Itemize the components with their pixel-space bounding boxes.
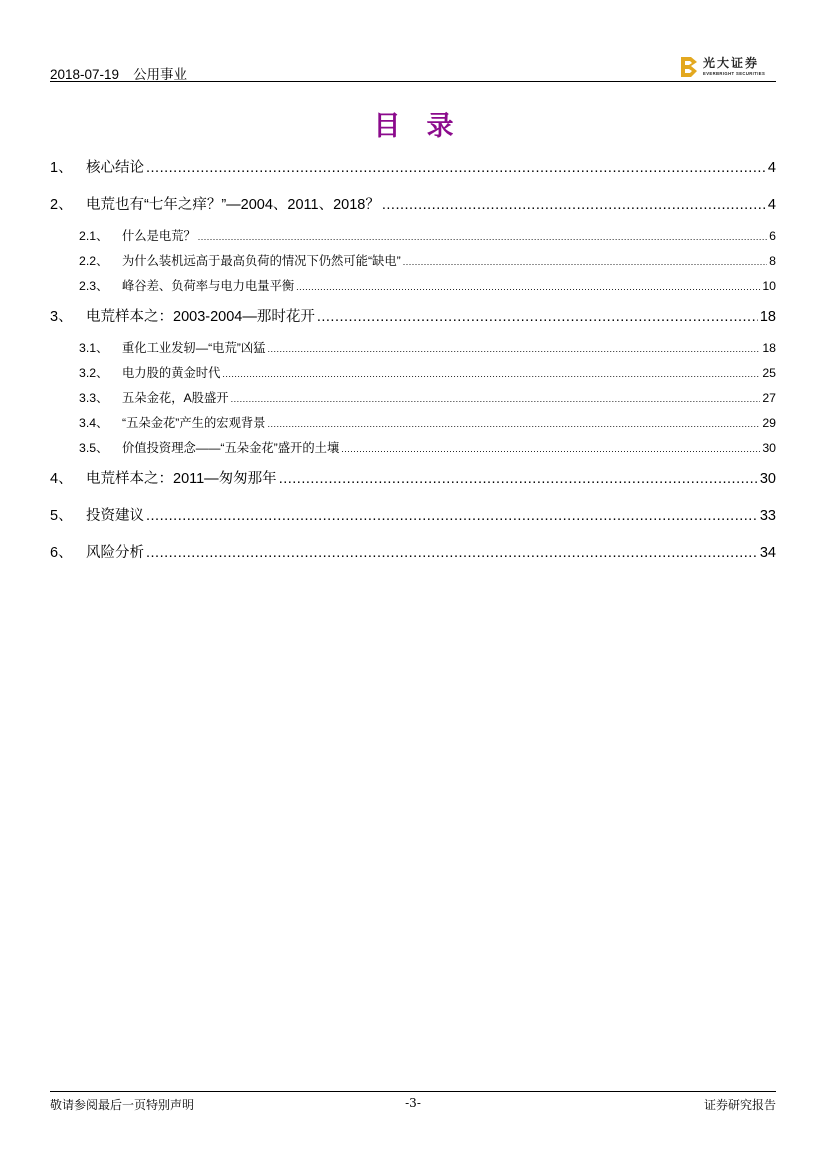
- toc-entry-title: 什么是电荒？: [122, 229, 196, 243]
- toc-entry-title: 电荒样本之：2011—匆匆那年: [86, 471, 277, 487]
- toc-entry-title: 风险分析: [86, 545, 144, 561]
- toc-entry-page: 29: [762, 416, 776, 430]
- toc-entry-page: 6: [769, 229, 776, 243]
- toc-subentry[interactable]: [50, 336, 776, 361]
- toc-entry-title: 价值投资理念——“五朵金花”盛开的土壤: [122, 441, 340, 455]
- toc-entry-title: “五朵金花”产生的宏观背景: [122, 416, 266, 430]
- toc-entry-title: 重化工业发轫—“电荒”凶猛: [122, 341, 266, 355]
- toc-dot-leader: [146, 498, 758, 535]
- page-number: -3-: [405, 1096, 421, 1110]
- toc-entry-number: 2、: [50, 197, 73, 213]
- everbright-logo: [680, 54, 776, 80]
- toc-entry-title: 核心结论: [86, 160, 144, 176]
- toc-entry-number: 3.3、: [79, 391, 109, 405]
- toc-entry[interactable]: [50, 498, 776, 535]
- toc-dot-leader: [222, 361, 760, 387]
- report-type: 证券研究报告: [703, 1098, 776, 1112]
- toc-entry-title: 为什么装机远高于最高负荷的情况下仍然可能“缺电”: [122, 254, 401, 268]
- toc-entry-title: 投资建议: [86, 508, 144, 524]
- toc-heading: 目录: [373, 111, 480, 141]
- toc-entry-number: 3.4、: [79, 416, 109, 430]
- toc-entry[interactable]: [50, 150, 776, 187]
- toc-entry-page: 30: [762, 441, 776, 455]
- toc-entry-title: 电荒样本之：2003-2004—那时花开: [86, 309, 315, 325]
- toc-entry-number: 3.2、: [79, 366, 109, 380]
- toc-dot-leader: [198, 224, 767, 250]
- toc-entry-title: 电力股的黄金时代: [122, 366, 221, 380]
- toc-dot-leader: [403, 249, 767, 275]
- toc-entry-title: 峰谷差、负荷率与电力电量平衡: [122, 279, 295, 293]
- toc-dot-leader: [146, 535, 758, 572]
- toc-entry-page: 8: [769, 254, 776, 268]
- toc-dot-leader: [382, 187, 766, 224]
- header-divider: [50, 81, 776, 82]
- toc-dot-leader: [317, 299, 758, 336]
- toc-entry-number: 3.1、: [79, 341, 109, 355]
- toc-subentry[interactable]: [50, 436, 776, 461]
- toc-entry-page: 10: [762, 279, 776, 293]
- toc-subentry[interactable]: [50, 274, 776, 299]
- toc-subentry[interactable]: [50, 386, 776, 411]
- toc-entry[interactable]: [50, 299, 776, 336]
- toc-dot-leader: [267, 336, 760, 362]
- toc-entry-page: 25: [762, 366, 776, 380]
- toc-entry-number: 5、: [50, 508, 73, 524]
- toc-entry-number: 2.2、: [79, 254, 109, 268]
- logo-chinese-name: 光大证券: [703, 56, 760, 70]
- toc-entry-title: 电荒也有“七年之痒？”—2004、2011、2018？: [86, 197, 380, 213]
- toc-entry-number: 2.3、: [79, 279, 109, 293]
- toc-entry[interactable]: [50, 535, 776, 572]
- toc-entry-page: 33: [759, 508, 776, 524]
- toc-entry-page: 18: [762, 341, 776, 355]
- toc-entry-title: 五朵金花，A股盛开: [122, 391, 229, 405]
- footer-divider: [50, 1091, 776, 1092]
- toc-entry[interactable]: [50, 187, 776, 224]
- toc-entry-page: 18: [759, 309, 776, 325]
- toc-dot-leader: [279, 461, 758, 498]
- toc-entry-number: 1、: [50, 160, 73, 176]
- header-info: [50, 63, 187, 83]
- toc-entry-page: 30: [759, 471, 776, 487]
- toc-subentry[interactable]: [50, 224, 776, 249]
- toc-entry-number: 4、: [50, 471, 73, 487]
- toc-entry-page: 4: [767, 160, 776, 176]
- toc-subentry[interactable]: [50, 361, 776, 386]
- logo-mark-icon: [680, 56, 698, 78]
- toc-entry-page: 27: [762, 391, 776, 405]
- toc-entry-number: 3、: [50, 309, 73, 325]
- toc-entry-page: 4: [767, 197, 776, 213]
- table-of-contents: [50, 150, 776, 572]
- logo-english-name: EVERBRIGHT SECURITIES: [703, 71, 766, 76]
- report-sector: 公用事业: [133, 67, 188, 82]
- toc-subentry[interactable]: [50, 249, 776, 274]
- toc-dot-leader: [146, 150, 766, 187]
- toc-entry-page: 34: [759, 545, 776, 561]
- disclaimer-note: 敬请参阅最后一页特别声明: [50, 1098, 195, 1112]
- toc-subentry[interactable]: [50, 411, 776, 436]
- toc-entry[interactable]: [50, 461, 776, 498]
- toc-entry-number: 2.1、: [79, 229, 109, 243]
- toc-entry-number: 6、: [50, 545, 73, 561]
- toc-dot-leader: [296, 274, 760, 300]
- toc-entry-number: 3.5、: [79, 441, 109, 455]
- report-date: 2018-07-19: [50, 67, 120, 82]
- toc-dot-leader: [267, 411, 760, 437]
- toc-dot-leader: [341, 436, 760, 462]
- toc-dot-leader: [231, 386, 761, 412]
